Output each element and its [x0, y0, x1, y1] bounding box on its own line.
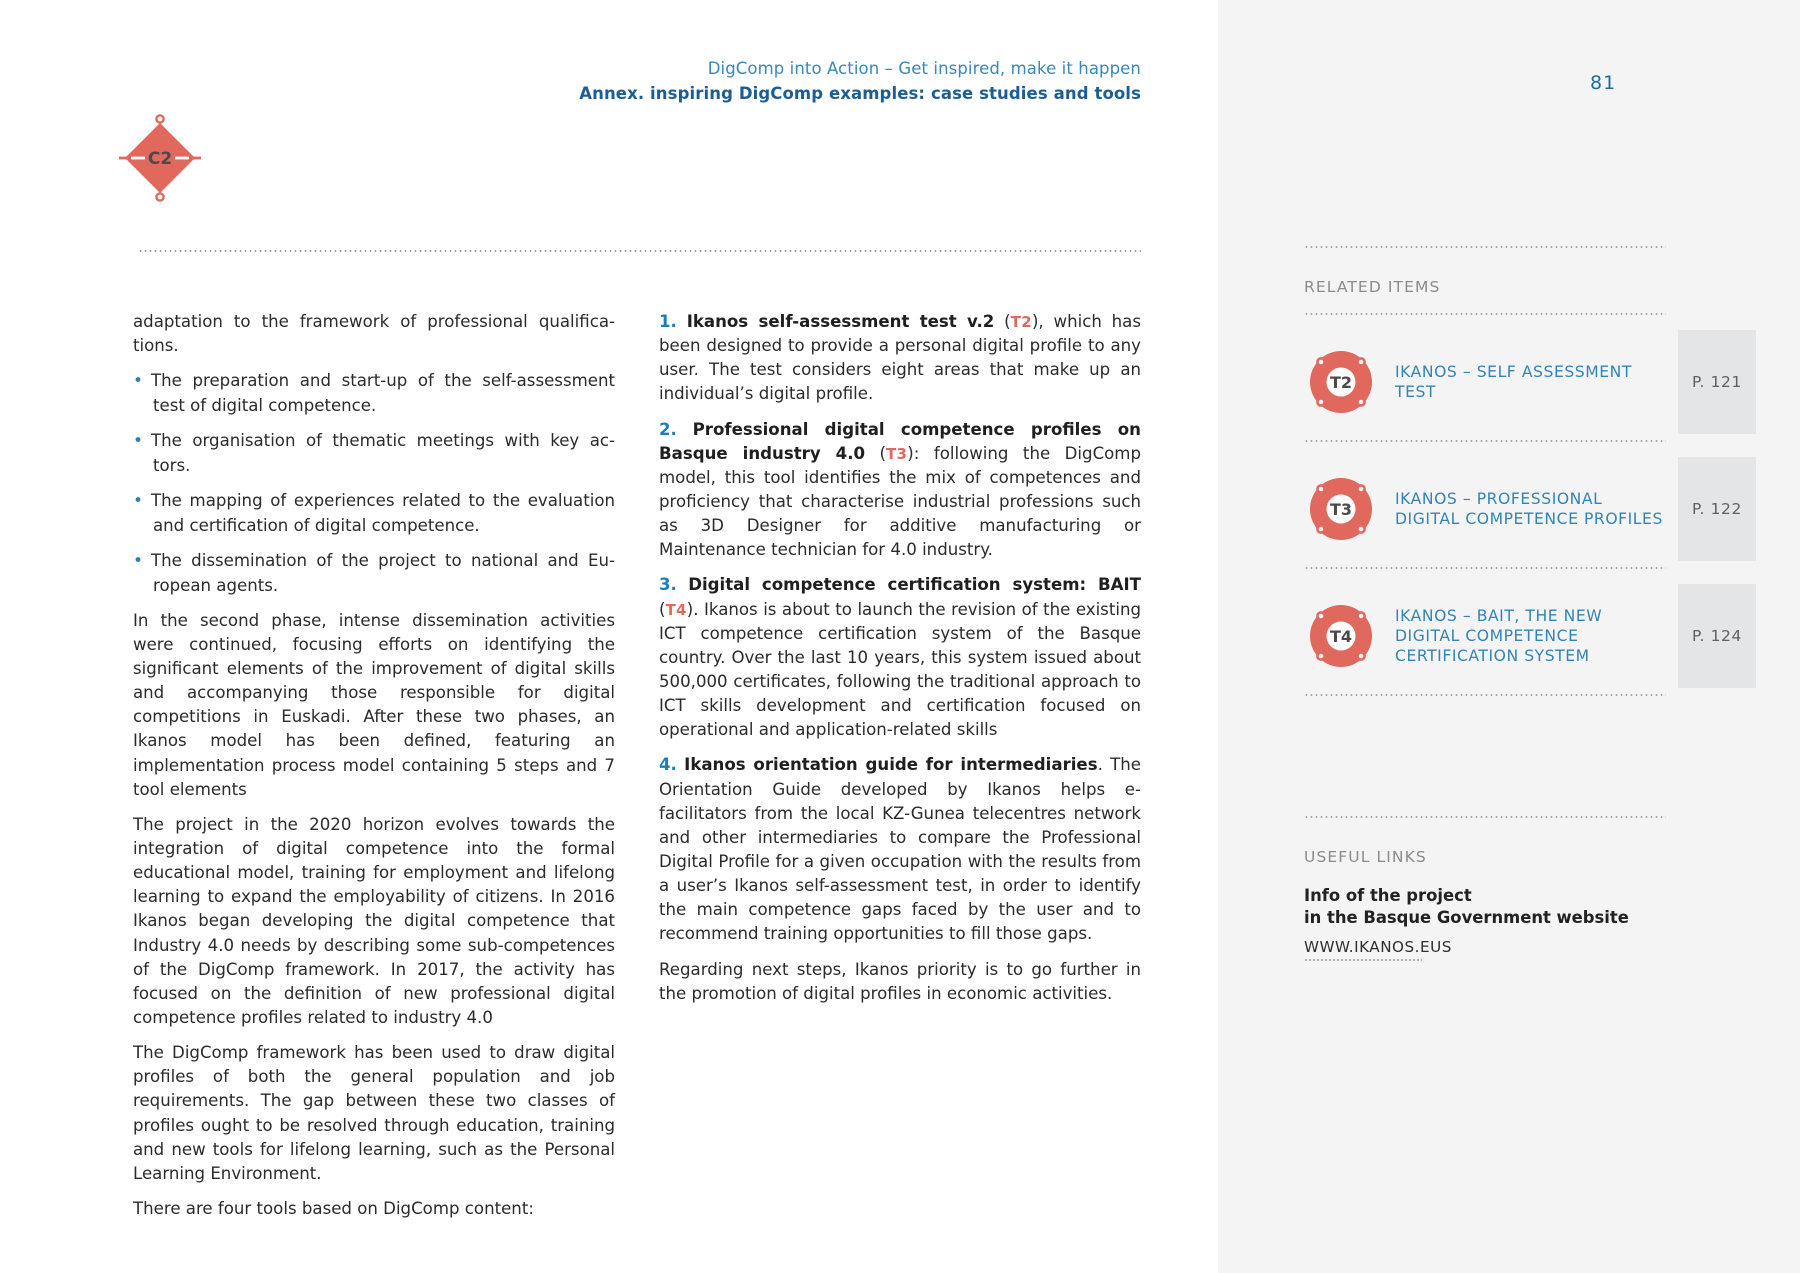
- item-number: 2.: [659, 419, 677, 439]
- paragraph: The project in the 2020 horizon evolves towards the integration of digital competence into the formal educational model, training for employment and lifelong learning to expand the employability of citizens. In 2016 Ikanos began developing the digital competence that Industry 4.0 needs by describing some sub-competences of the DigComp framework. In 2017, the activity has focused on the definition of new professional digital competence profiles related to industry 4.0: [133, 814, 615, 1028]
- list-item: • The preparation and start-up of the self-assessment test of digital competence.: [133, 371, 615, 416]
- bullet-dot-icon: •: [133, 550, 144, 571]
- tool-tag: T4: [665, 600, 687, 619]
- item-lead: Professional digital competence profiles on Basque industry 4.0: [659, 419, 1141, 463]
- lifering-icon-t2: [1304, 345, 1378, 419]
- paragraph: There are four tools based on DigComp content:: [133, 1199, 534, 1219]
- closing-paragraph: Regarding next steps, Ikanos priority is to go further in the promotion of digital profiles in economic activities.: [659, 959, 1141, 1003]
- paragraph: In the second phase, intense dissemination activities were continued, focusing efforts on identifying the significant elements of the improvement of digital skills and accompanying those responsible for digital competitions in Euskadi. After these two phases, an Ikanos model has been defined, featuring an implementation process model containing 5 steps and 7 tool elements: [133, 610, 615, 799]
- related-item-label: IKANOS – BAIT, THE NEW DIGITAL COMPETENCE CERTIFICATION SYSTEM: [1395, 606, 1603, 666]
- related-item-label: IKANOS – SELF ASSESSMENT TEST: [1395, 362, 1632, 401]
- related-item-t2[interactable]: [1304, 330, 1666, 434]
- item-body: ): following the DigComp model, this tool identifies the mix of competences and proficiency that characterise industrial professions such as 3D Designer for additive manufacturing or Maintenance technician for 4.0 industry.: [659, 443, 1142, 560]
- related-items-heading: RELATED ITEMS: [1304, 278, 1441, 296]
- item-lead: Ikanos self-assessment test v.2: [686, 312, 995, 331]
- related-heading-divider: [1304, 313, 1666, 315]
- running-head: [500, 58, 1141, 106]
- paragraph: The DigComp framework has been used to draw digital profiles of both the general population and job requirements. The gap between these two classes of profiles ought to be resolved through education, training and new tools for lifelong learning, such as the Personal Learning Environment.: [133, 1043, 615, 1183]
- item-lead: Ikanos orientation guide for intermediaries: [684, 755, 1098, 775]
- related-item-divider: [1304, 567, 1666, 569]
- numbered-item: 2. Professional digital competence profiles on Basque industry 4.0 (T3): following the DigComp model, this tool identifies the mix of competences and proficiency that characterise industrial professions such as 3D Designer for additive manufacturing or Maintenance technician for 4.0 industry.: [659, 419, 1142, 560]
- useful-links-heading: USEFUL LINKS: [1304, 848, 1427, 866]
- tool-tag: T2: [1010, 313, 1032, 331]
- body-column-right: [659, 310, 1141, 1006]
- badge-label: C2: [147, 149, 173, 169]
- numbered-item: 1. Ikanos self-assessment test v.2 (T2), which has been designed to provide a personal digital profile to any user. The test considers eight areas that make up an individual’s digital profile.: [659, 312, 1141, 404]
- useful-links-top-divider: [1304, 816, 1666, 818]
- list-item: • The mapping of experiences related to the evaluation and certification of digital competence.: [133, 491, 615, 535]
- related-item-divider: [1304, 440, 1666, 442]
- item-body: ), which has been designed to provide a personal digital profile to any user. The test considers eight areas that make up an individual’s digital profile.: [659, 312, 1141, 404]
- list-item: • The dissemination of the project to national and Eu-ropean agents.: [133, 550, 615, 595]
- running-head-line-1: DigComp into Action – Get inspired, make it happen: [707, 59, 1141, 78]
- item-body: ). Ikanos is about to launch the revision of the existing ICT competence certification system of the Basque country. Over the last 10 years, this system issued about 500,000 certificates, following the traditional approach to ICT skills development and certification focused on operational and application-related skills: [659, 599, 1141, 740]
- lifering-label: T4: [1329, 627, 1353, 646]
- useful-links-description-line-2: in the Basque Government website: [1304, 907, 1629, 927]
- numbered-item: [659, 753, 1141, 946]
- diamond-badge-icon: [119, 110, 201, 202]
- lifering-icon-t4: [1304, 599, 1378, 673]
- body-column-left: [133, 310, 615, 1221]
- paragraph: adaptation to the framework of professional qualifica-tions.: [133, 312, 615, 356]
- useful-links-description: [1304, 885, 1724, 929]
- related-item-t3[interactable]: [1304, 457, 1666, 561]
- useful-links-url-underline: [1304, 959, 1422, 961]
- related-item-page-t4[interactable]: P. 124: [1678, 584, 1756, 688]
- item-body: . The Orientation Guide developed by Ikanos helps e-facilitators from the local KZ-Gunea telecentres network and other intermediaries to compare the Professional Digital Profile for a given occupation with the results from a user’s Ikanos self-assessment test, in order to identify the main competence gaps faced by the user and to recommend training opportunities to fill those gaps.: [659, 755, 1141, 944]
- related-top-divider: [1304, 246, 1666, 248]
- numbered-item: 3. Digital competence certification system: BAIT (T4). Ikanos is about to launch the revision of the existing ICT competence certification system of the Basque country. Over the last 10 years, this system issued about 500,000 certificates, following the traditional approach to ICT skills development and certification focused on operational and application-related skills: [659, 575, 1141, 740]
- lifering-label: T3: [1329, 500, 1353, 519]
- related-item-t4[interactable]: [1304, 584, 1666, 688]
- useful-links-url[interactable]: WWW.IKANOS.EUS: [1304, 938, 1452, 956]
- related-item-label: IKANOS – PROFESSIONAL DIGITAL COMPETENCE PROFILES: [1395, 489, 1663, 528]
- lifering-label: T2: [1329, 373, 1353, 392]
- bullet-dot-icon: •: [133, 491, 144, 512]
- related-item-page-t2[interactable]: P. 121: [1678, 330, 1756, 434]
- list-item: • The organisation of thematic meetings with key ac-tors.: [133, 431, 615, 475]
- running-head-line-2: Annex. inspiring DigComp examples: case studies and tools: [579, 83, 1141, 103]
- lifering-icon-t3: [1304, 472, 1378, 546]
- related-bottom-divider: [1304, 694, 1666, 696]
- competence-badge-c2: [119, 110, 201, 202]
- tool-tag: T3: [886, 444, 908, 463]
- body-top-divider: [138, 250, 1141, 252]
- useful-links-description-line-1: Info of the project: [1304, 886, 1472, 905]
- item-number: 4.: [659, 755, 677, 775]
- related-item-page-t3[interactable]: P. 122: [1678, 457, 1756, 561]
- bullet-dot-icon: •: [133, 431, 144, 452]
- page-number: 81: [1590, 72, 1617, 94]
- item-lead: Digital competence certification system: BAIT: [688, 575, 1141, 595]
- bullet-dot-icon: •: [133, 371, 144, 392]
- item-number: 1.: [659, 312, 677, 331]
- item-number: 3.: [659, 575, 677, 595]
